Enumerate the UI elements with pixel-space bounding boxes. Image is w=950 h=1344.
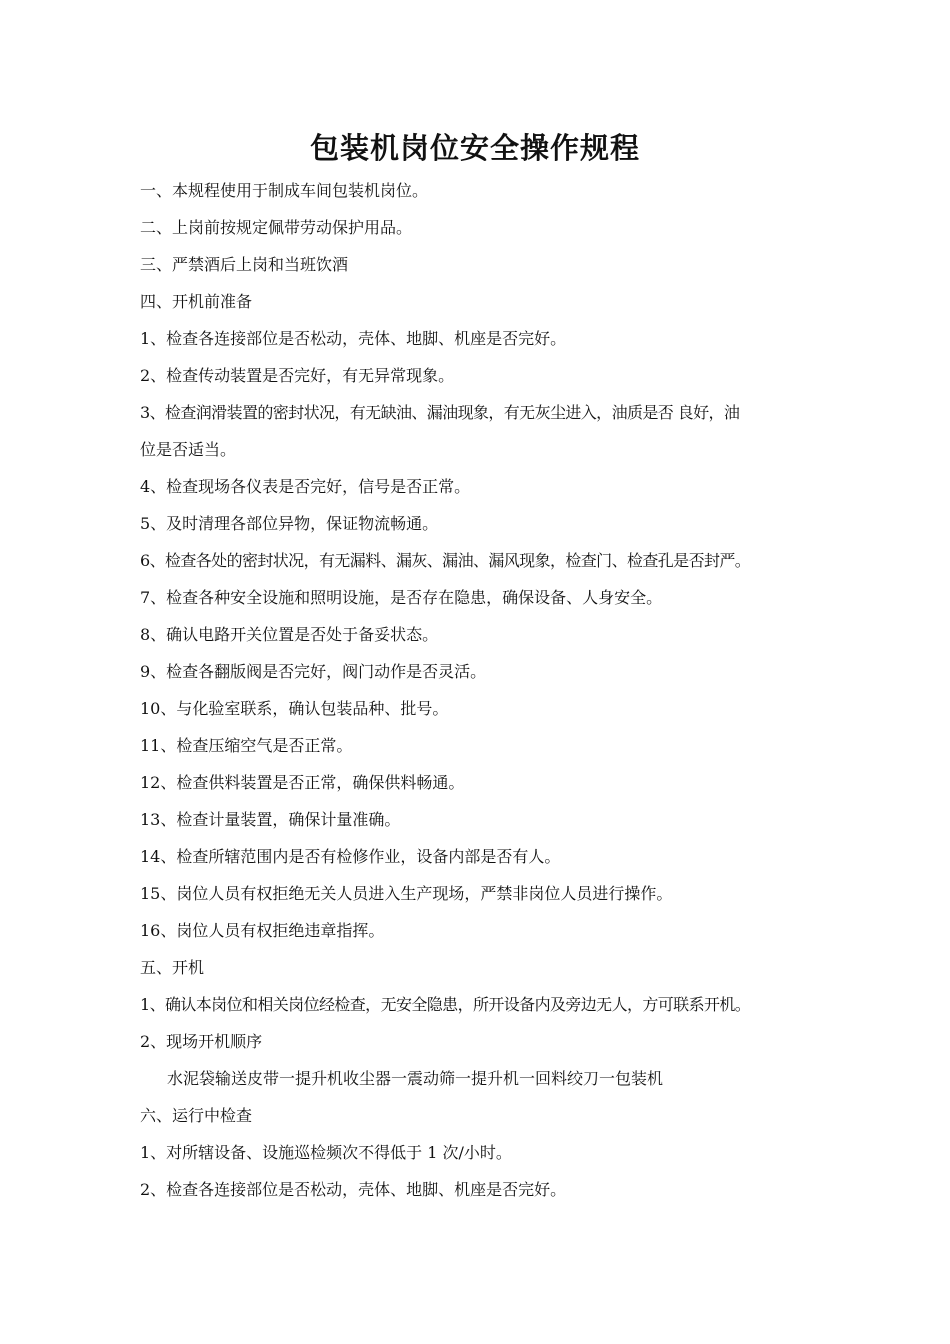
paragraph-line: 三、严禁酒后上岗和当班饮酒 bbox=[140, 255, 349, 274]
document-title: 包装机岗位安全操作规程 bbox=[309, 131, 640, 165]
list-item: 9、检查各翻版阀是否完好，阀门动作是否灵活。 bbox=[140, 662, 487, 681]
list-item: 11、检查压缩空气是否正常。 bbox=[140, 736, 353, 755]
list-item: 6、检查各处的密封状况，有无漏料、漏灰、漏油、漏风现象，检查门、检查孔是否封严。 bbox=[140, 551, 751, 570]
section-heading: 四、开机前准备 bbox=[140, 292, 253, 311]
list-item: 13、检查计量装置，确保计量准确。 bbox=[140, 810, 401, 829]
list-item: 1、检查各连接部位是否松动，壳体、地脚、机座是否完好。 bbox=[140, 329, 567, 348]
list-item: 2、检查传动装置是否完好，有无异常现象。 bbox=[140, 366, 455, 385]
list-item: 7、检查各种安全设施和照明设施，是否存在隐患，确保设备、人身安全。 bbox=[140, 588, 663, 607]
list-item: 2、现场开机顺序 bbox=[140, 1032, 263, 1051]
list-item: 8、确认电路开关位置是否处于备妥状态。 bbox=[140, 625, 439, 644]
paragraph-line: 二、上岗前按规定佩带劳动保护用品。 bbox=[140, 218, 413, 237]
list-item: 14、检查所辖范围内是否有检修作业，设备内部是否有人。 bbox=[140, 847, 561, 866]
list-item: 1、确认本岗位和相关岗位经检查，无安全隐患，所开设备内及旁边无人，方可联系开机。 bbox=[140, 995, 751, 1014]
document-body bbox=[140, 172, 830, 1208]
list-item: 10、与化验室联系，确认包装品种、批号。 bbox=[140, 699, 449, 718]
list-item: 2、检查各连接部位是否松动，壳体、地脚、机座是否完好。 bbox=[140, 1180, 567, 1199]
startup-sequence: 水泥袋输送皮带一提升机收尘器一震动筛一提升机一回料绞刀一包装机 bbox=[167, 1069, 664, 1088]
list-item: 1、对所辖设备、设施巡检频次不得低于 1 次/小时。 bbox=[140, 1143, 512, 1162]
section-heading: 六、运行中检查 bbox=[140, 1106, 253, 1125]
section-heading: 五、开机 bbox=[140, 958, 205, 977]
list-item: 12、检查供料装置是否正常，确保供料畅通。 bbox=[140, 773, 465, 792]
list-item: 4、检查现场各仪表是否完好，信号是否正常。 bbox=[140, 477, 471, 496]
list-item-continuation: 位是否适当。 bbox=[140, 440, 237, 459]
list-item: 5、及时清理各部位异物，保证物流畅通。 bbox=[140, 514, 439, 533]
paragraph-line: 一、本规程使用于制成车间包装机岗位。 bbox=[140, 181, 429, 200]
list-item: 3、检查润滑装置的密封状况，有无缺油、漏油现象，有无灰尘进入，油质是否 良好，油 bbox=[140, 403, 740, 422]
list-item: 15、岗位人员有权拒绝无关人员进入生产现场，严禁非岗位人员进行操作。 bbox=[140, 884, 673, 903]
list-item: 16、岗位人员有权拒绝违章指挥。 bbox=[140, 921, 385, 940]
